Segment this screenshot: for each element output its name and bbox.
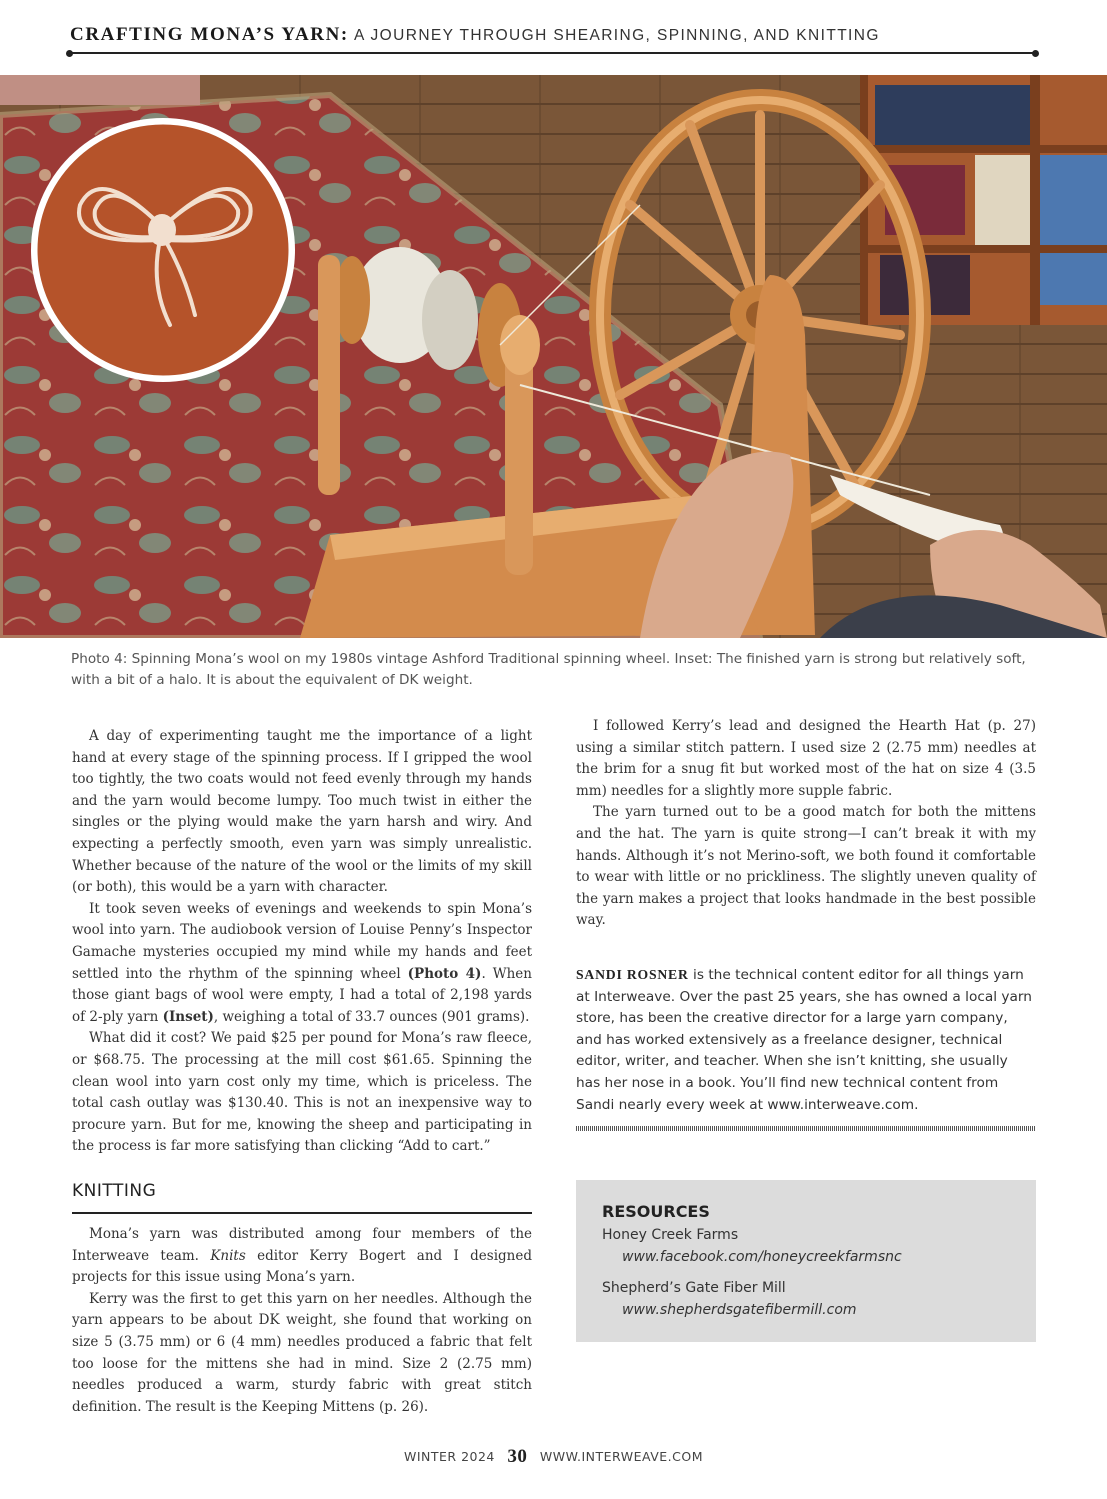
photo-4-reference: (Photo 4)	[407, 965, 482, 982]
resources-title: RESOURCES	[602, 1202, 710, 1221]
knitting-heading: KNITTING	[72, 1181, 157, 1201]
left-paragraph-3: What did it cost? We paid $25 per pound for Mona’s raw fleece, or $68.75. The processing at the mill cost $61.65. Spinning the clean wool into yarn cost only my time, which is priceless. The total cash outlay was $130.40. This is not an inexpensive way to procure yarn. But for me, knowing the sheep and participating in the process is far more satisfying than clicking “Add to cart.”	[72, 1030, 532, 1155]
header-rule-dot-right	[1032, 50, 1039, 57]
left-paragraph-2-text-c: , weighing a total of 33.7 ounces (901 grams).	[213, 1008, 530, 1025]
right-paragraph-2: The yarn turned out to be a good match for both the mittens and the hat. The yarn is quite strong—I can’t break it with my hands. Although it’s not Merino-soft, we both found it comfortable to wear with little or no prickliness. The slightly uneven quality of the yarn makes a project that looks handmade in the best possible way.	[576, 804, 1036, 929]
knitting-column	[72, 1224, 532, 1418]
running-header	[70, 24, 1040, 54]
left-paragraph-2	[72, 899, 532, 1029]
resource-name: Honey Creek Farms	[602, 1227, 739, 1243]
resources-spacer	[602, 1268, 1010, 1277]
knitting-heading-rule	[72, 1212, 532, 1214]
knitting-paragraph-1	[72, 1224, 532, 1289]
author-bio-text: is the technical content editor for all things yarn at Interweave. Over the past 25 years, she has owned a local yarn store, has been the creative director for a large yarn company, and has worked extensively as a freelance designer, technical editor, writer, and teacher. When she isn’t knitting, she usually has her nose in a book. You’ll find new technical content from Sandi nearly every week at www.interweave.com.	[576, 967, 1032, 1113]
spinning-wheel-illustration	[0, 75, 1107, 638]
resources-box	[576, 1180, 1036, 1342]
footer-website[interactable]: WWW.INTERWEAVE.COM	[539, 1449, 704, 1464]
bio-divider	[576, 1126, 1036, 1131]
spinning-wheel-photo	[0, 75, 1107, 638]
resource-link[interactable]: www.facebook.com/honeycreekfarmsnc	[622, 1249, 902, 1265]
left-paragraph-2-text-a: It took seven weeks of evenings and weekends to spin Mona’s wool into yarn. The audiobook version of Louise Penny’s Inspector Gamache mysteries occupied my mind while my hands and feet settled into the rhythm of the spinning wheel	[72, 900, 532, 982]
author-bio	[576, 964, 1036, 1116]
photo-caption: Photo 4: Spinning Mona’s wool on my 1980s vintage Ashford Traditional spinning wheel. Inset: The finished yarn is strong but relatively soft, with a bit of a halo. It is about the equivalent of DK weight.	[71, 651, 1026, 688]
article-left-column	[72, 726, 532, 1158]
left-paragraph-2-text-b: . When those giant bags of wool were empty, I had a total of 2,198 yards of 2-ply yarn	[72, 965, 532, 1025]
footer-issue: WINTER 2024	[403, 1449, 495, 1464]
knitting-paragraph-1-text-a: Mona’s yarn was distributed among four members of the Interweave team.	[72, 1226, 532, 1264]
article-right-column	[576, 716, 1036, 932]
inset-reference: (Inset)	[162, 1008, 214, 1025]
right-paragraph-1: I followed Kerry’s lead and designed the Hearth Hat (p. 27) using a similar stitch pattern. I used size 2 (2.75 mm) needles at the brim for a snug fit but worked most of the hat on size 4 (3.5 mm) needles for a slightly more supple fabric.	[576, 718, 1036, 799]
author-name: SANDI ROSNER	[576, 967, 689, 982]
left-paragraph-1: A day of experimenting taught me the importance of a light hand at every stage of the spinning process. If I gripped the wool too tightly, the two coats would not feed evenly through my hands and the yarn would become lumpy. Too much twist in either the singles or the plying would make the yarn harsh and wiry. And expecting a perfectly smooth, even yarn was simply unrealistic. Whether because of the nature of the wool or the limits of my skill (or both), this would be a yarn with character.	[72, 728, 532, 896]
page-footer	[0, 1446, 1107, 1468]
header-title-rest: A JOURNEY THROUGH SHEARING, SPINNING, AND KNITTING	[353, 27, 880, 44]
resource-name: Shepherd’s Gate Fiber Mill	[602, 1280, 786, 1296]
knitting-paragraph-1-text-b: editor Kerry Bogert and I designed projects for this issue using Mona’s yarn.	[72, 1247, 533, 1286]
resource-link[interactable]: www.shepherdsgatefibermill.com	[622, 1302, 857, 1318]
page-number: 30	[507, 1446, 528, 1467]
header-title-bold: CRAFTING MONA’S YARN:	[70, 24, 349, 45]
knitting-paragraph-2: Kerry was the first to get this yarn on her needles. Although the yarn appears to be about DK weight, she found that working on size 5 (3.75 mm) or 6 (4 mm) needles produced a fabric that felt too loose for the mittens she had in mind. Size 2 (2.75 mm) needles produced a warm, sturdy fabric with great stitch definition. The result is the Keeping Mittens (p. 26).	[72, 1290, 532, 1415]
header-rule-dot-left	[66, 50, 73, 57]
header-rule	[70, 52, 1034, 54]
knits-magazine-title: Knits	[210, 1247, 246, 1264]
